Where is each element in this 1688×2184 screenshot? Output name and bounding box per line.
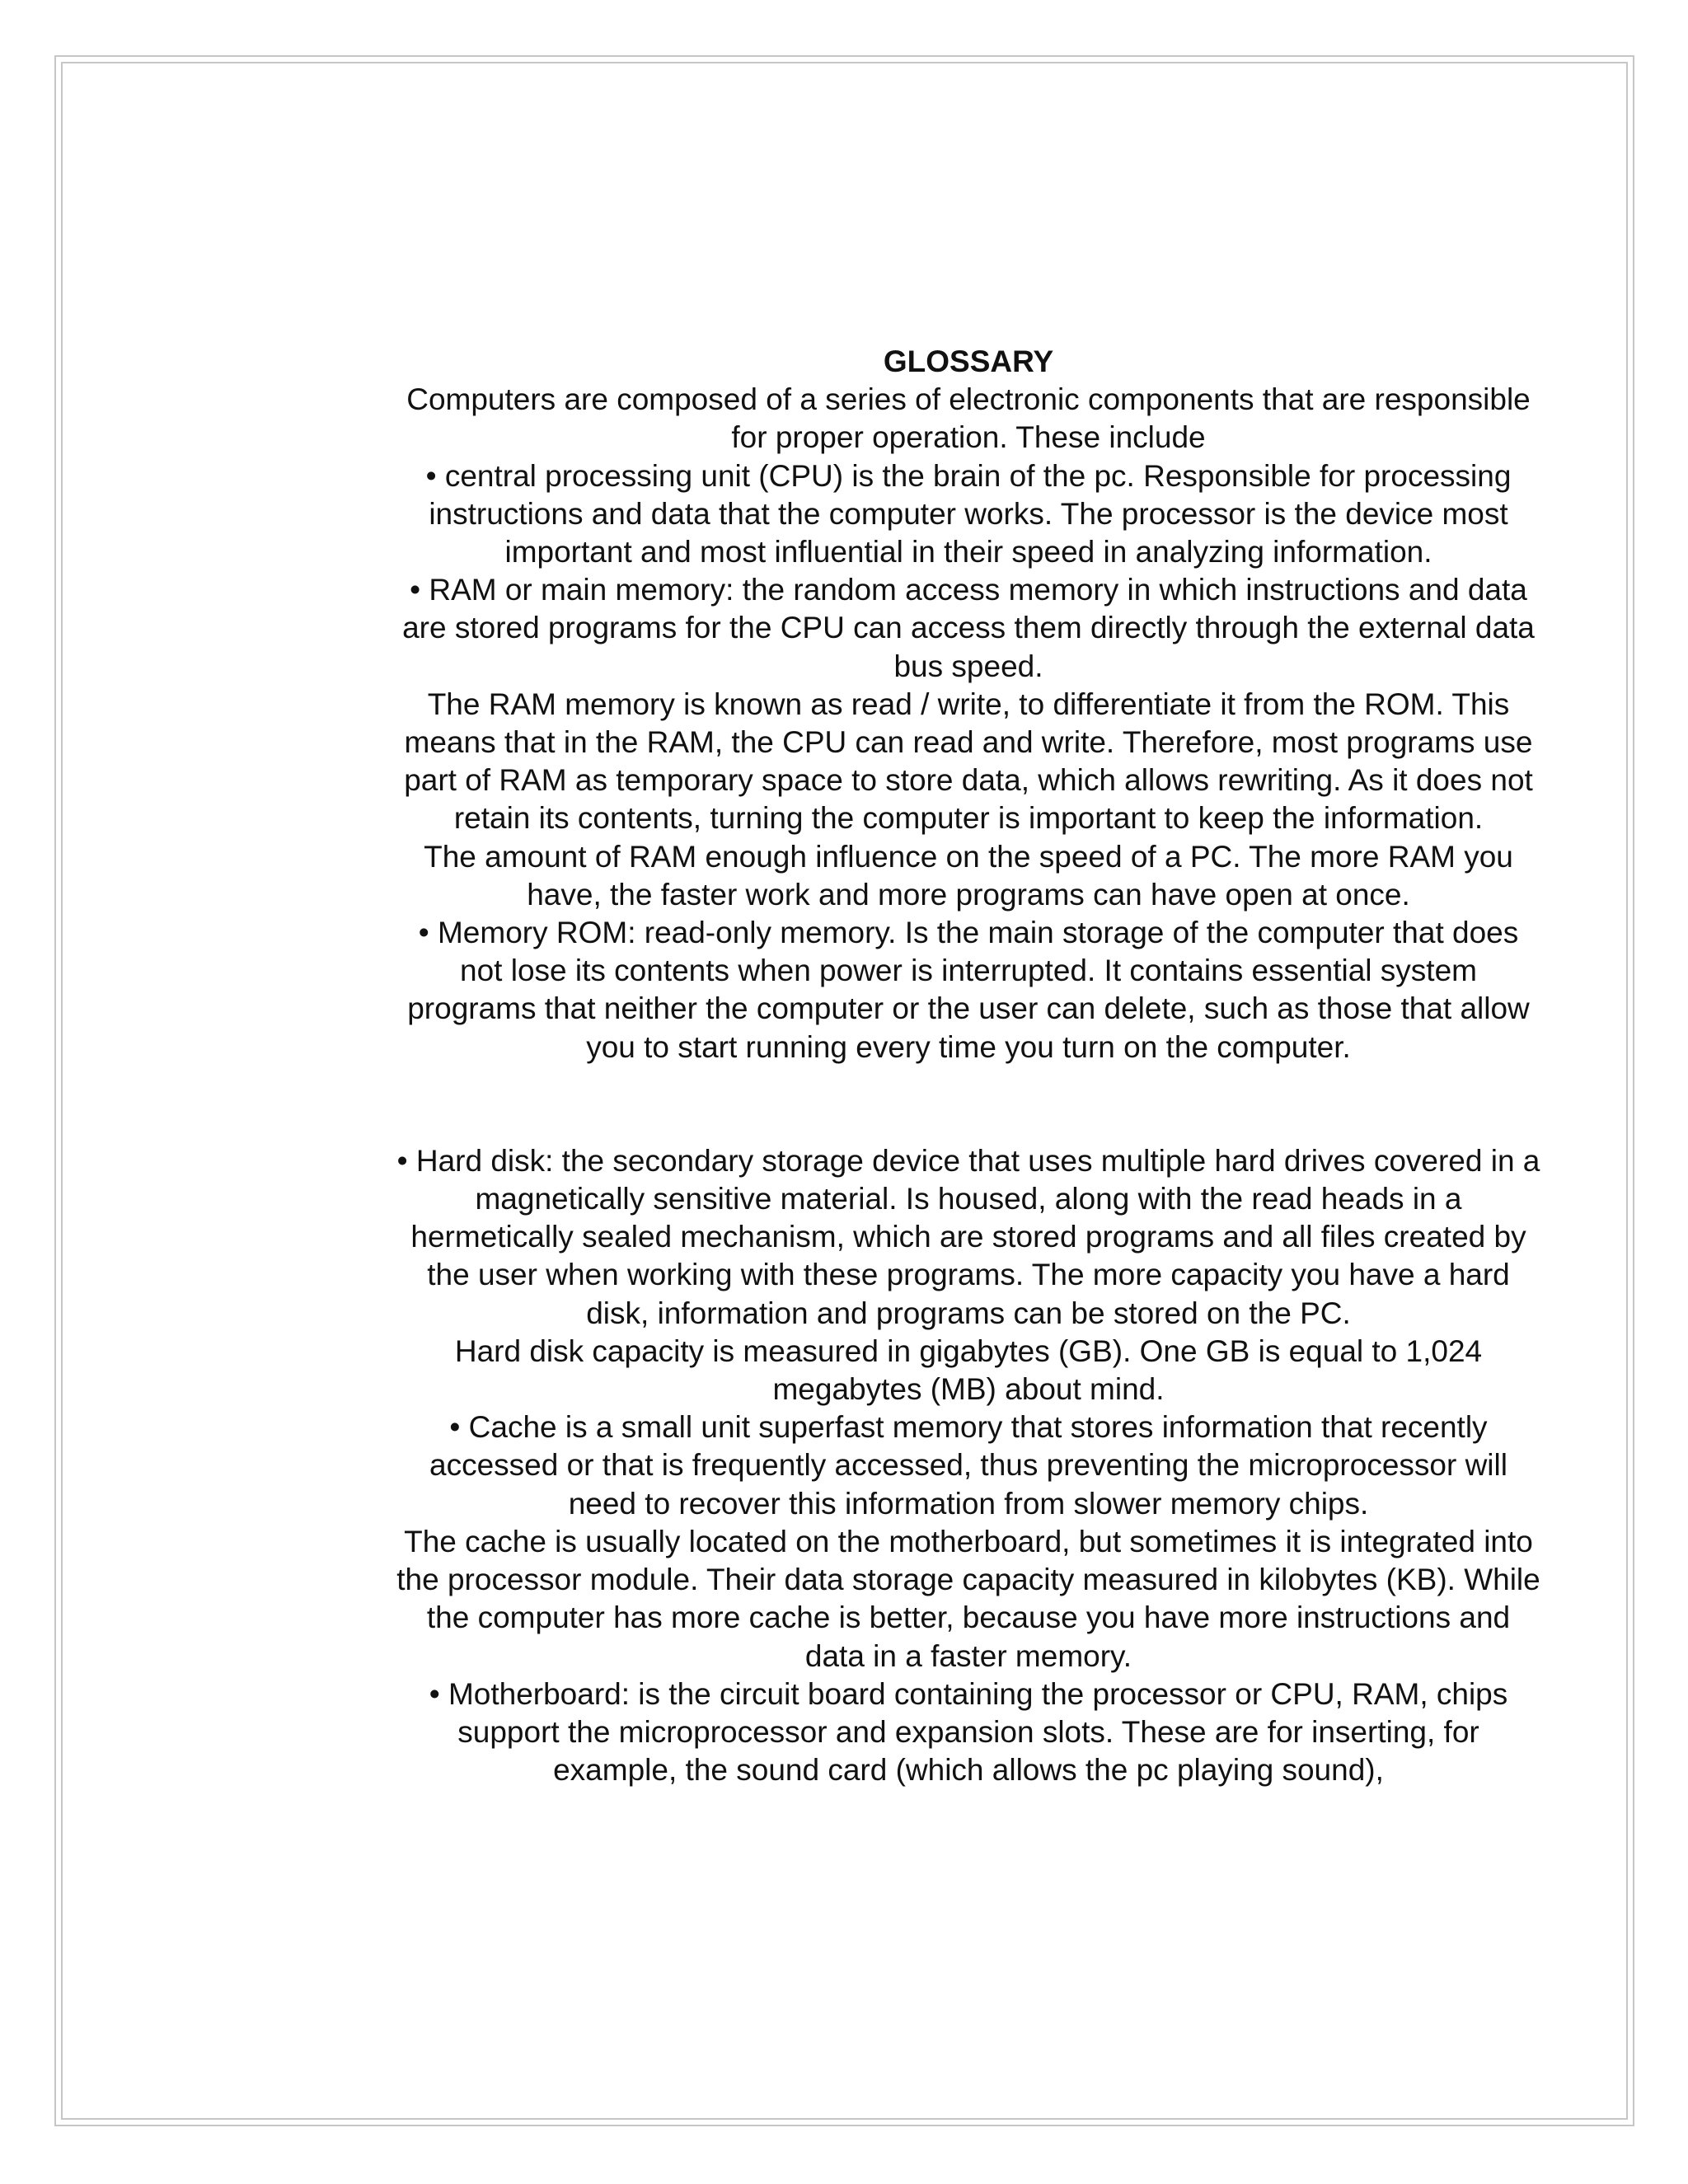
paragraph-hard-disk-capacity: Hard disk capacity is measured in gigabytes (GB). One GB is equal to 1,024 megabytes (MB) about mind. bbox=[454, 1333, 1483, 1407]
paragraph-ram-read-write: The RAM memory is known as read / write, to differentiate it from the ROM. This means that in the RAM, the CPU can read and write. Therefore, most programs use part of RAM as temporary space to store data, which allows rewriting. As it does not retain its contents, turning the computer is important to keep the information. bbox=[404, 687, 1533, 836]
paragraph-cache-location: The cache is usually located on the motherboard, but sometimes it is integrated into the processor module. Their data storage capacity measured in kilobytes (KB). While the computer has more cache is better, because you have more instructions and data in a faster memory. bbox=[396, 1524, 1540, 1673]
paragraph-motherboard: • Motherboard: is the circuit board containing the processor or CPU, RAM, chips support the microprocessor and expansion slots. These are for inserting, for example, the sound card (which allows the pc playing sound), bbox=[429, 1676, 1508, 1788]
paragraph-ram-amount: The amount of RAM enough influence on the speed of a PC. The more RAM you have, the faster work and more programs can have open at once. bbox=[424, 839, 1513, 912]
paragraph-cpu: • central processing unit (CPU) is the brain of the pc. Responsible for processing instructions and data that the computer works. The processor is the device most important and most influential in their speed in analyzing information. bbox=[425, 458, 1512, 569]
paragraph-rom: • Memory ROM: read-only memory. Is the main storage of the computer that does not lose its contents when power is interrupted. It contains essential system programs that neither the computer or the user can delete, such as those that allow you to start running every time you turn on the computer. bbox=[407, 916, 1530, 1064]
page-title: GLOSSARY bbox=[883, 344, 1054, 378]
paragraph-ram: • RAM or main memory: the random access memory in which instructions and data are stored programs for the CPU can access them directly through the external data bus speed. bbox=[402, 573, 1535, 683]
paragraph-gap bbox=[396, 1066, 1541, 1142]
glossary-content bbox=[396, 343, 1541, 1789]
paragraph-cache: • Cache is a small unit superfast memory that stores information that recently accessed or that is frequently accessed, thus preventing the microprocessor will need to recover this information from slower memory chips. bbox=[429, 1410, 1507, 1521]
paragraph-intro: Computers are composed of a series of electronic components that are responsible for proper operation. These include bbox=[406, 382, 1531, 455]
paragraph-hard-disk: • Hard disk: the secondary storage device that uses multiple hard drives covered in a magnetically sensitive material. Is housed, along with the read heads in a hermetically sealed mechanism, which are stored programs and all files created by the user when working with these programs. The more capacity you have a hard disk, information and programs can be stored on the PC. bbox=[396, 1143, 1540, 1330]
